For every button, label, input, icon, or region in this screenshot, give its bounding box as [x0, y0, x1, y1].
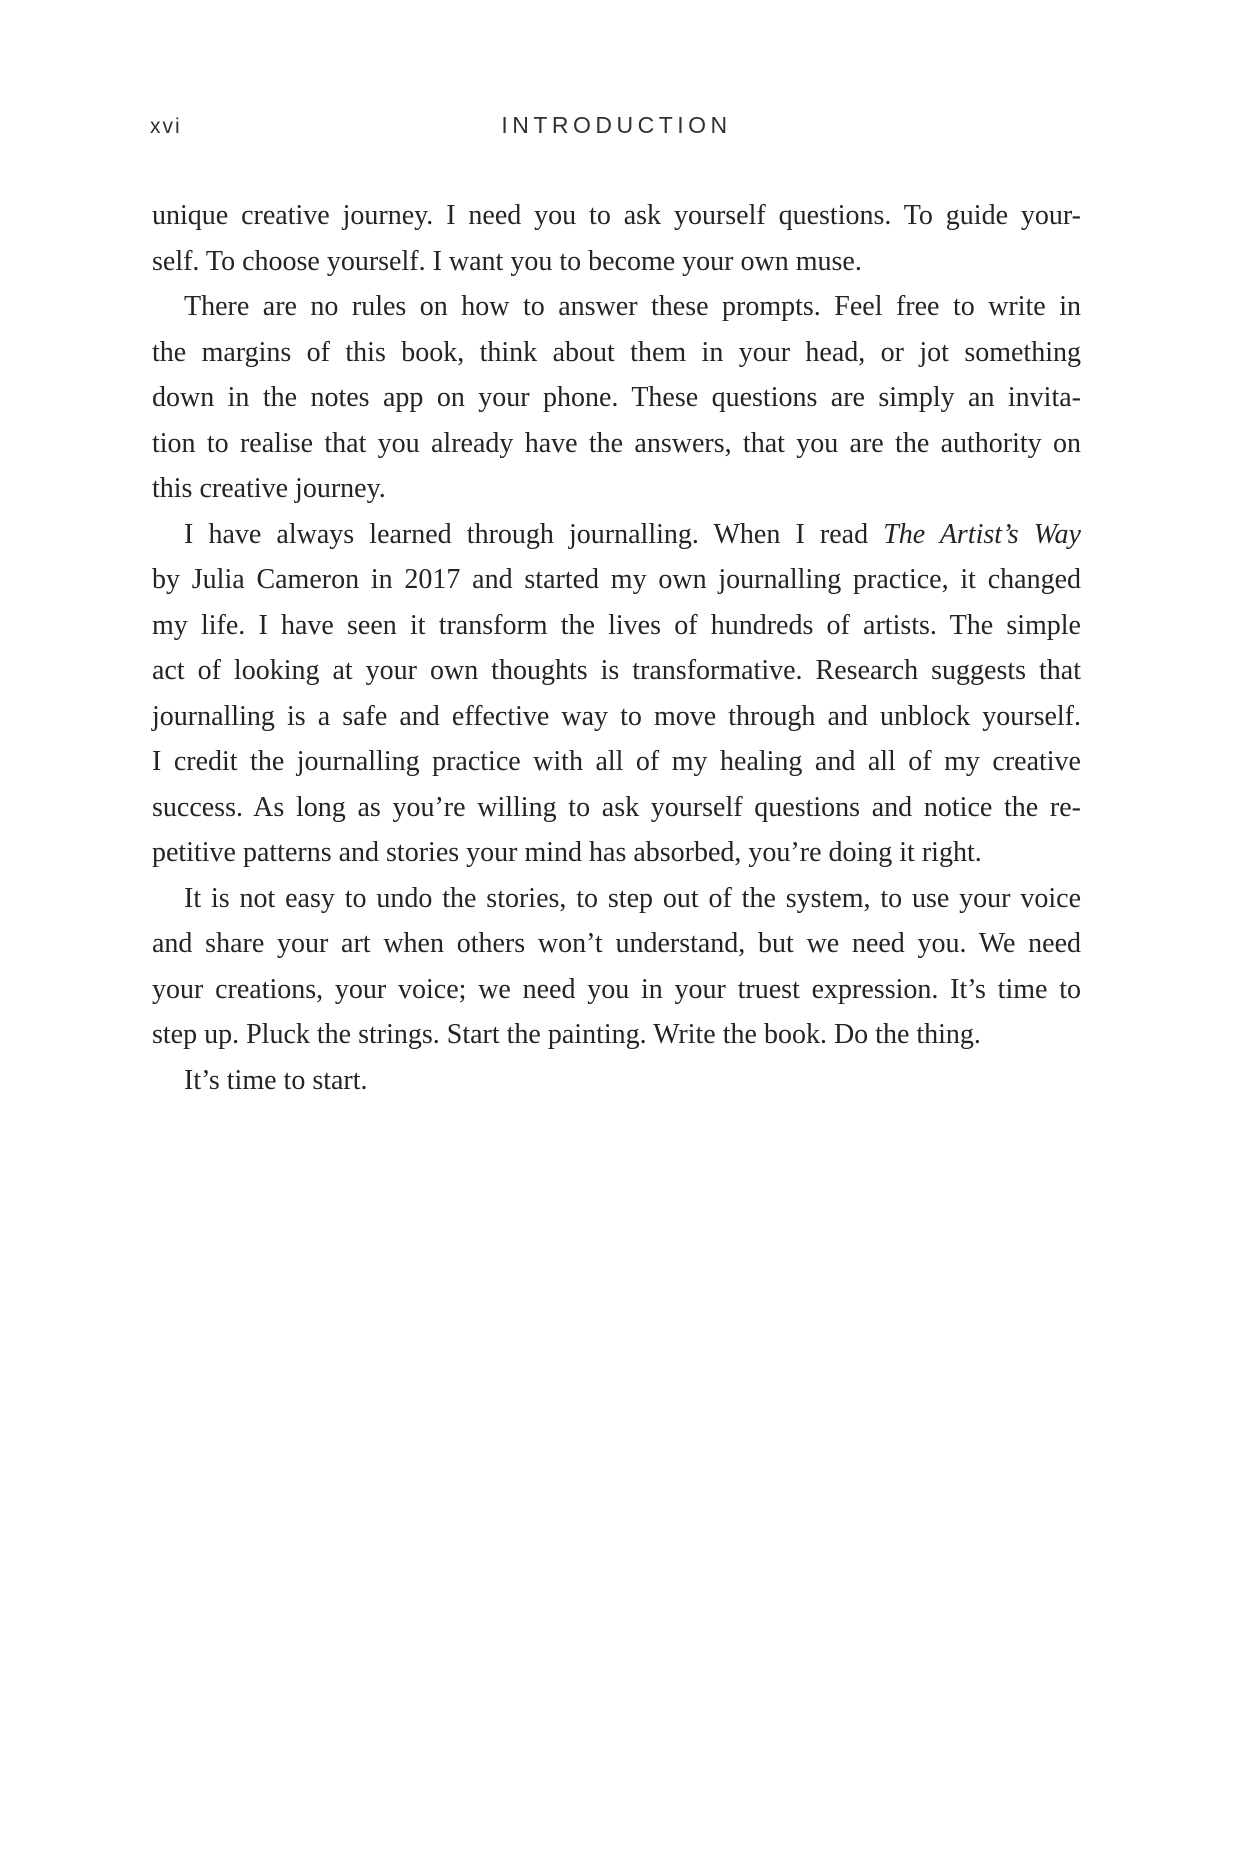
text-segment: your creations, your voice; we need you in your truest expression. It’s time to — [152, 973, 1081, 1005]
text-line — [152, 421, 1081, 467]
text-line — [152, 557, 1081, 603]
text-segment: my life. I have seen it transform the lives of hundreds of artists. The simple — [152, 609, 1081, 641]
text-segment: self. To choose yourself. I want you to become your own muse. — [152, 245, 862, 277]
text-segment: petitive patterns and stories your mind has absorbed, you’re doing it right. — [152, 837, 982, 868]
text-segment: It is not easy to undo the stories, to step out of the system, to use your voice — [184, 882, 1081, 914]
text-segment: I credit the journalling practice with all of my healing and all of my creative — [152, 746, 1081, 777]
text-segment: down in the notes app on your phone. These questions are simply an invita- — [152, 382, 1081, 413]
text-line — [152, 1012, 1081, 1058]
text-line — [152, 739, 1081, 785]
text-line — [152, 512, 1081, 558]
text-segment: unique creative journey. I need you to ask yourself questions. To guide your- — [152, 200, 1081, 231]
text-line — [152, 785, 1081, 831]
text-line — [152, 193, 1081, 239]
text-line — [152, 830, 1081, 876]
text-line — [152, 330, 1081, 376]
text-line — [152, 694, 1081, 740]
text-segment: and share your art when others won’t understand, but we need you. We need — [152, 928, 1081, 959]
text-line — [152, 239, 1081, 285]
running-head: INTRODUCTION — [501, 112, 732, 138]
page-number: xvi — [150, 115, 182, 138]
text-line — [152, 1058, 1081, 1104]
text-segment: success. As long as you’re willing to ask yourself questions and notice the re- — [152, 791, 1081, 823]
text-line — [152, 603, 1081, 649]
text-segment: tion to realise that you already have the answers, that you are the authority on — [152, 427, 1081, 459]
text-line — [152, 466, 1081, 512]
text-segment: this creative journey. — [152, 473, 386, 504]
text-segment: It’s time to start. — [184, 1064, 368, 1096]
text-segment: the margins of this book, think about them in your head, or jot something — [152, 336, 1081, 368]
text-line — [152, 375, 1081, 421]
text-segment: step up. Pluck the strings. Start the painting. Write the book. Do the thing. — [152, 1019, 981, 1050]
text-line — [152, 921, 1081, 967]
text-segment: journalling is a safe and effective way to move through and unblock yourself. — [152, 700, 1081, 732]
text-line — [152, 648, 1081, 694]
body-text — [152, 193, 1081, 1103]
text-segment: act of looking at your own thoughts is transformative. Research suggests that — [152, 655, 1081, 686]
text-segment: I have always learned through journalling. When I read — [184, 518, 884, 550]
text-segment: by Julia Cameron in 2017 and started my own journalling practice, it changed — [152, 564, 1081, 595]
text-line — [152, 967, 1081, 1013]
page-header — [152, 112, 1081, 139]
text-line — [152, 876, 1081, 922]
text-line — [152, 284, 1081, 330]
italic-text: The Artist’s Way — [883, 518, 1081, 550]
text-segment: There are no rules on how to answer these prompts. Feel free to write in — [184, 291, 1081, 322]
